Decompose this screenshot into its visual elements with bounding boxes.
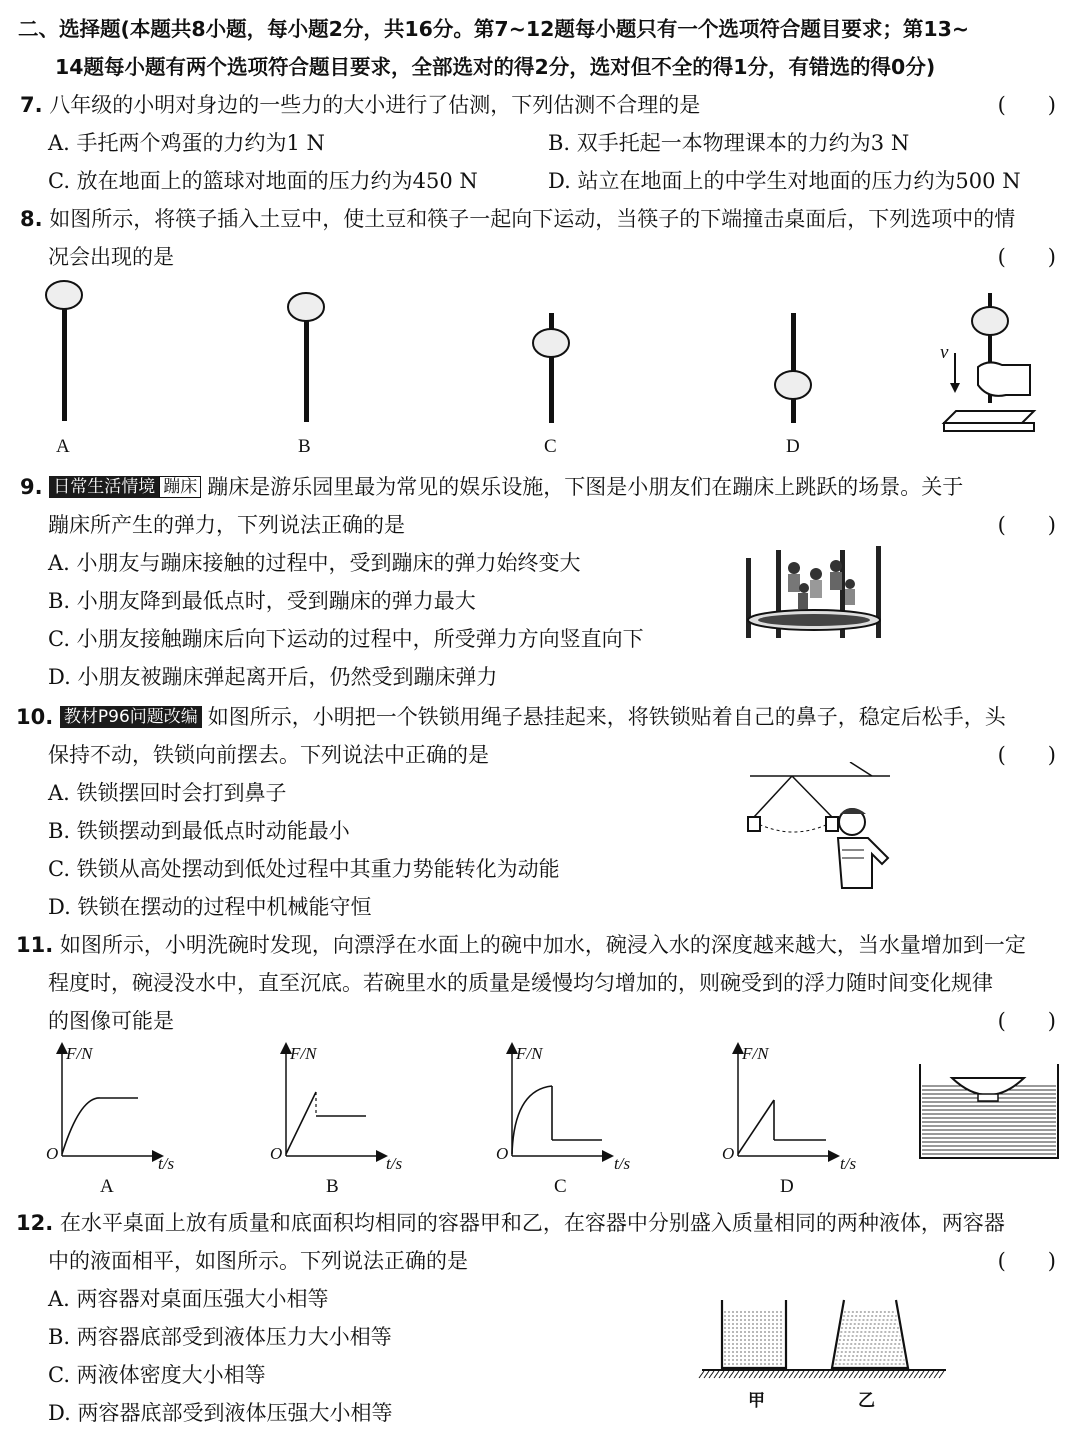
q8-label-d: D: [786, 436, 800, 457]
q11-a-xlabel: t/s: [158, 1154, 175, 1173]
q8-figure-b: [288, 293, 324, 422]
q8-velocity-label: v: [940, 342, 949, 363]
q11-stem-line1: 11. 如图所示，小明洗碗时发现，向漂浮在水面上的碗中加水，碗浸入水的深度越来越大，当水量增加到一定: [16, 933, 1026, 957]
q11-c-xlabel: t/s: [614, 1154, 631, 1173]
q8-figure-a: [46, 281, 82, 421]
q8-figure-hand: [944, 293, 1034, 431]
q11-b-ylabel: F/N: [290, 1044, 317, 1063]
q11-label-b: B: [326, 1176, 339, 1197]
q10-option-b: B. 铁锁摆动到最低点时动能最小: [48, 819, 350, 843]
q9-stem-line1: 9. 日常生活情境 蹦床 蹦床是游乐园里最为常见的娱乐设施，下图是小朋友们在蹦床上跳跃的场景。关于: [20, 475, 964, 499]
q12-answer-paren: ( ): [997, 1249, 1056, 1273]
q12-stem-line2: 中的液面相平，如图所示。下列说法正确的是: [48, 1249, 468, 1273]
q10-stem-line2: 保持不动，铁锁向前摆去。下列说法中正确的是: [48, 743, 489, 767]
q7-option-b: B. 双手托起一本物理课本的力约为3 N: [548, 131, 910, 155]
q11-graph-b: [286, 1048, 382, 1156]
q12-option-b: B. 两容器底部受到液体压力大小相等: [48, 1325, 392, 1349]
q12-label-yi: 乙: [858, 1391, 875, 1411]
q8-stem-line1: 8. 如图所示，将筷子插入土豆中，使土豆和筷子一起向下运动，当筷子的下端撞击桌面后，下列选项中的情: [20, 207, 1016, 231]
section-heading-line1: 二、选择题(本题共8小题，每小题2分，共16分。第7~12题每小题只有一个选项符合题目要求；第13~: [18, 17, 970, 41]
q9-option-b: B. 小朋友降到最低点时，受到蹦床的弹力最大: [48, 589, 476, 613]
q11-d-origin: O: [722, 1144, 735, 1163]
q10-option-d: D. 铁锁在摆动的过程中机械能守恒: [48, 895, 372, 919]
q11-d-ylabel: F/N: [742, 1044, 769, 1063]
q7-option-a: A. 手托两个鸡蛋的力约为1 N: [48, 131, 325, 155]
q9-option-c: C. 小朋友接触蹦床后向下运动的过程中，所受弹力方向竖直向下: [48, 627, 644, 651]
q8-label-c: C: [544, 436, 557, 457]
q11-label-c: C: [554, 1176, 567, 1197]
q11-a-ylabel: F/N: [66, 1044, 93, 1063]
q11-graphs: [0, 1042, 1080, 1202]
q12-containers-figure: [696, 1292, 956, 1392]
q11-label-d: D: [780, 1176, 794, 1197]
q8-figure-d: [775, 313, 811, 423]
q12-option-d: D. 两容器底部受到液体压强大小相等: [48, 1401, 393, 1425]
q8-figures: [0, 275, 1080, 465]
q11-c-ylabel: F/N: [516, 1044, 543, 1063]
q7-option-c: C. 放在地面上的篮球对地面的压力约为450 N: [48, 169, 478, 193]
q11-c-origin: O: [496, 1144, 509, 1163]
q10-source-tag: 教材P96问题改编: [60, 706, 202, 728]
q8-label-a: A: [56, 436, 70, 457]
q9-option-a: A. 小朋友与蹦床接触的过程中，受到蹦床的弹力始终变大: [48, 551, 581, 575]
q11-stem-line3: 的图像可能是: [48, 1009, 174, 1033]
q11-label-a: A: [100, 1176, 114, 1197]
q8-label-b: B: [298, 436, 311, 457]
q11-graph-c: [512, 1048, 608, 1156]
q12-container-yi: [832, 1300, 908, 1368]
q9-trampoline-figure: [740, 540, 890, 645]
q8-stem-line2: 况会出现的是: [48, 245, 174, 269]
q9-answer-paren: ( ): [997, 513, 1056, 537]
q10-answer-paren: ( ): [997, 743, 1056, 767]
q8-figure-c: [533, 313, 569, 423]
q10-option-a: A. 铁锁摆回时会打到鼻子: [48, 781, 287, 805]
q11-d-xlabel: t/s: [840, 1154, 857, 1173]
q7-stem: 7. 八年级的小明对身边的一些力的大小进行了估测，下列估测不合理的是: [20, 93, 701, 117]
q12-option-c: C. 两液体密度大小相等: [48, 1363, 266, 1387]
q11-answer-paren: ( ): [997, 1009, 1056, 1033]
q10-stem-line1: 10. 教材P96问题改编 如图所示，小明把一个铁锁用绳子悬挂起来，将铁锁贴着自己的鼻子，稳定后松手，头: [16, 705, 1006, 729]
q10-option-c: C. 铁锁从高处摆动到低处过程中其重力势能转化为动能: [48, 857, 560, 881]
q9-topic-tag: 蹦床: [159, 476, 201, 498]
q11-bowl-figure: [920, 1064, 1058, 1158]
q7-answer-paren: ( ): [997, 93, 1056, 117]
q11-graph-a: [62, 1048, 158, 1156]
q11-graph-d: [738, 1048, 834, 1156]
q12-option-a: A. 两容器对桌面压强大小相等: [48, 1287, 329, 1311]
q12-container-jia: [722, 1300, 786, 1368]
q11-b-xlabel: t/s: [386, 1154, 403, 1173]
q7-option-d: D. 站立在地面上的中学生对地面的压力约为500 N: [548, 169, 1021, 193]
q9-stem-line2: 蹦床所产生的弹力，下列说法正确的是: [48, 513, 405, 537]
q8-answer-paren: ( ): [997, 245, 1056, 269]
q11-a-origin: O: [46, 1144, 59, 1163]
q11-stem-line2: 程度时，碗浸没水中，直至沉底。若碗里水的质量是缓慢均匀增加的，则碗受到的浮力随时间变化规律: [48, 971, 993, 995]
q10-pendulum-figure: [740, 762, 900, 902]
q12-stem-line1: 12. 在水平桌面上放有质量和底面积均相同的容器甲和乙，在容器中分别盛入质量相同的两种液体，两容器: [16, 1211, 1005, 1235]
section-heading-line2: 14题每小题有两个选项符合题目要求，全部选对的得2分，选对但不全的得1分，有错选的得0分): [55, 55, 936, 79]
q9-context-tag: 日常生活情境: [49, 476, 159, 498]
q9-option-d: D. 小朋友被蹦床弹起离开后，仍然受到蹦床弹力: [48, 665, 498, 689]
q11-b-origin: O: [270, 1144, 283, 1163]
q12-label-jia: 甲: [748, 1391, 765, 1411]
